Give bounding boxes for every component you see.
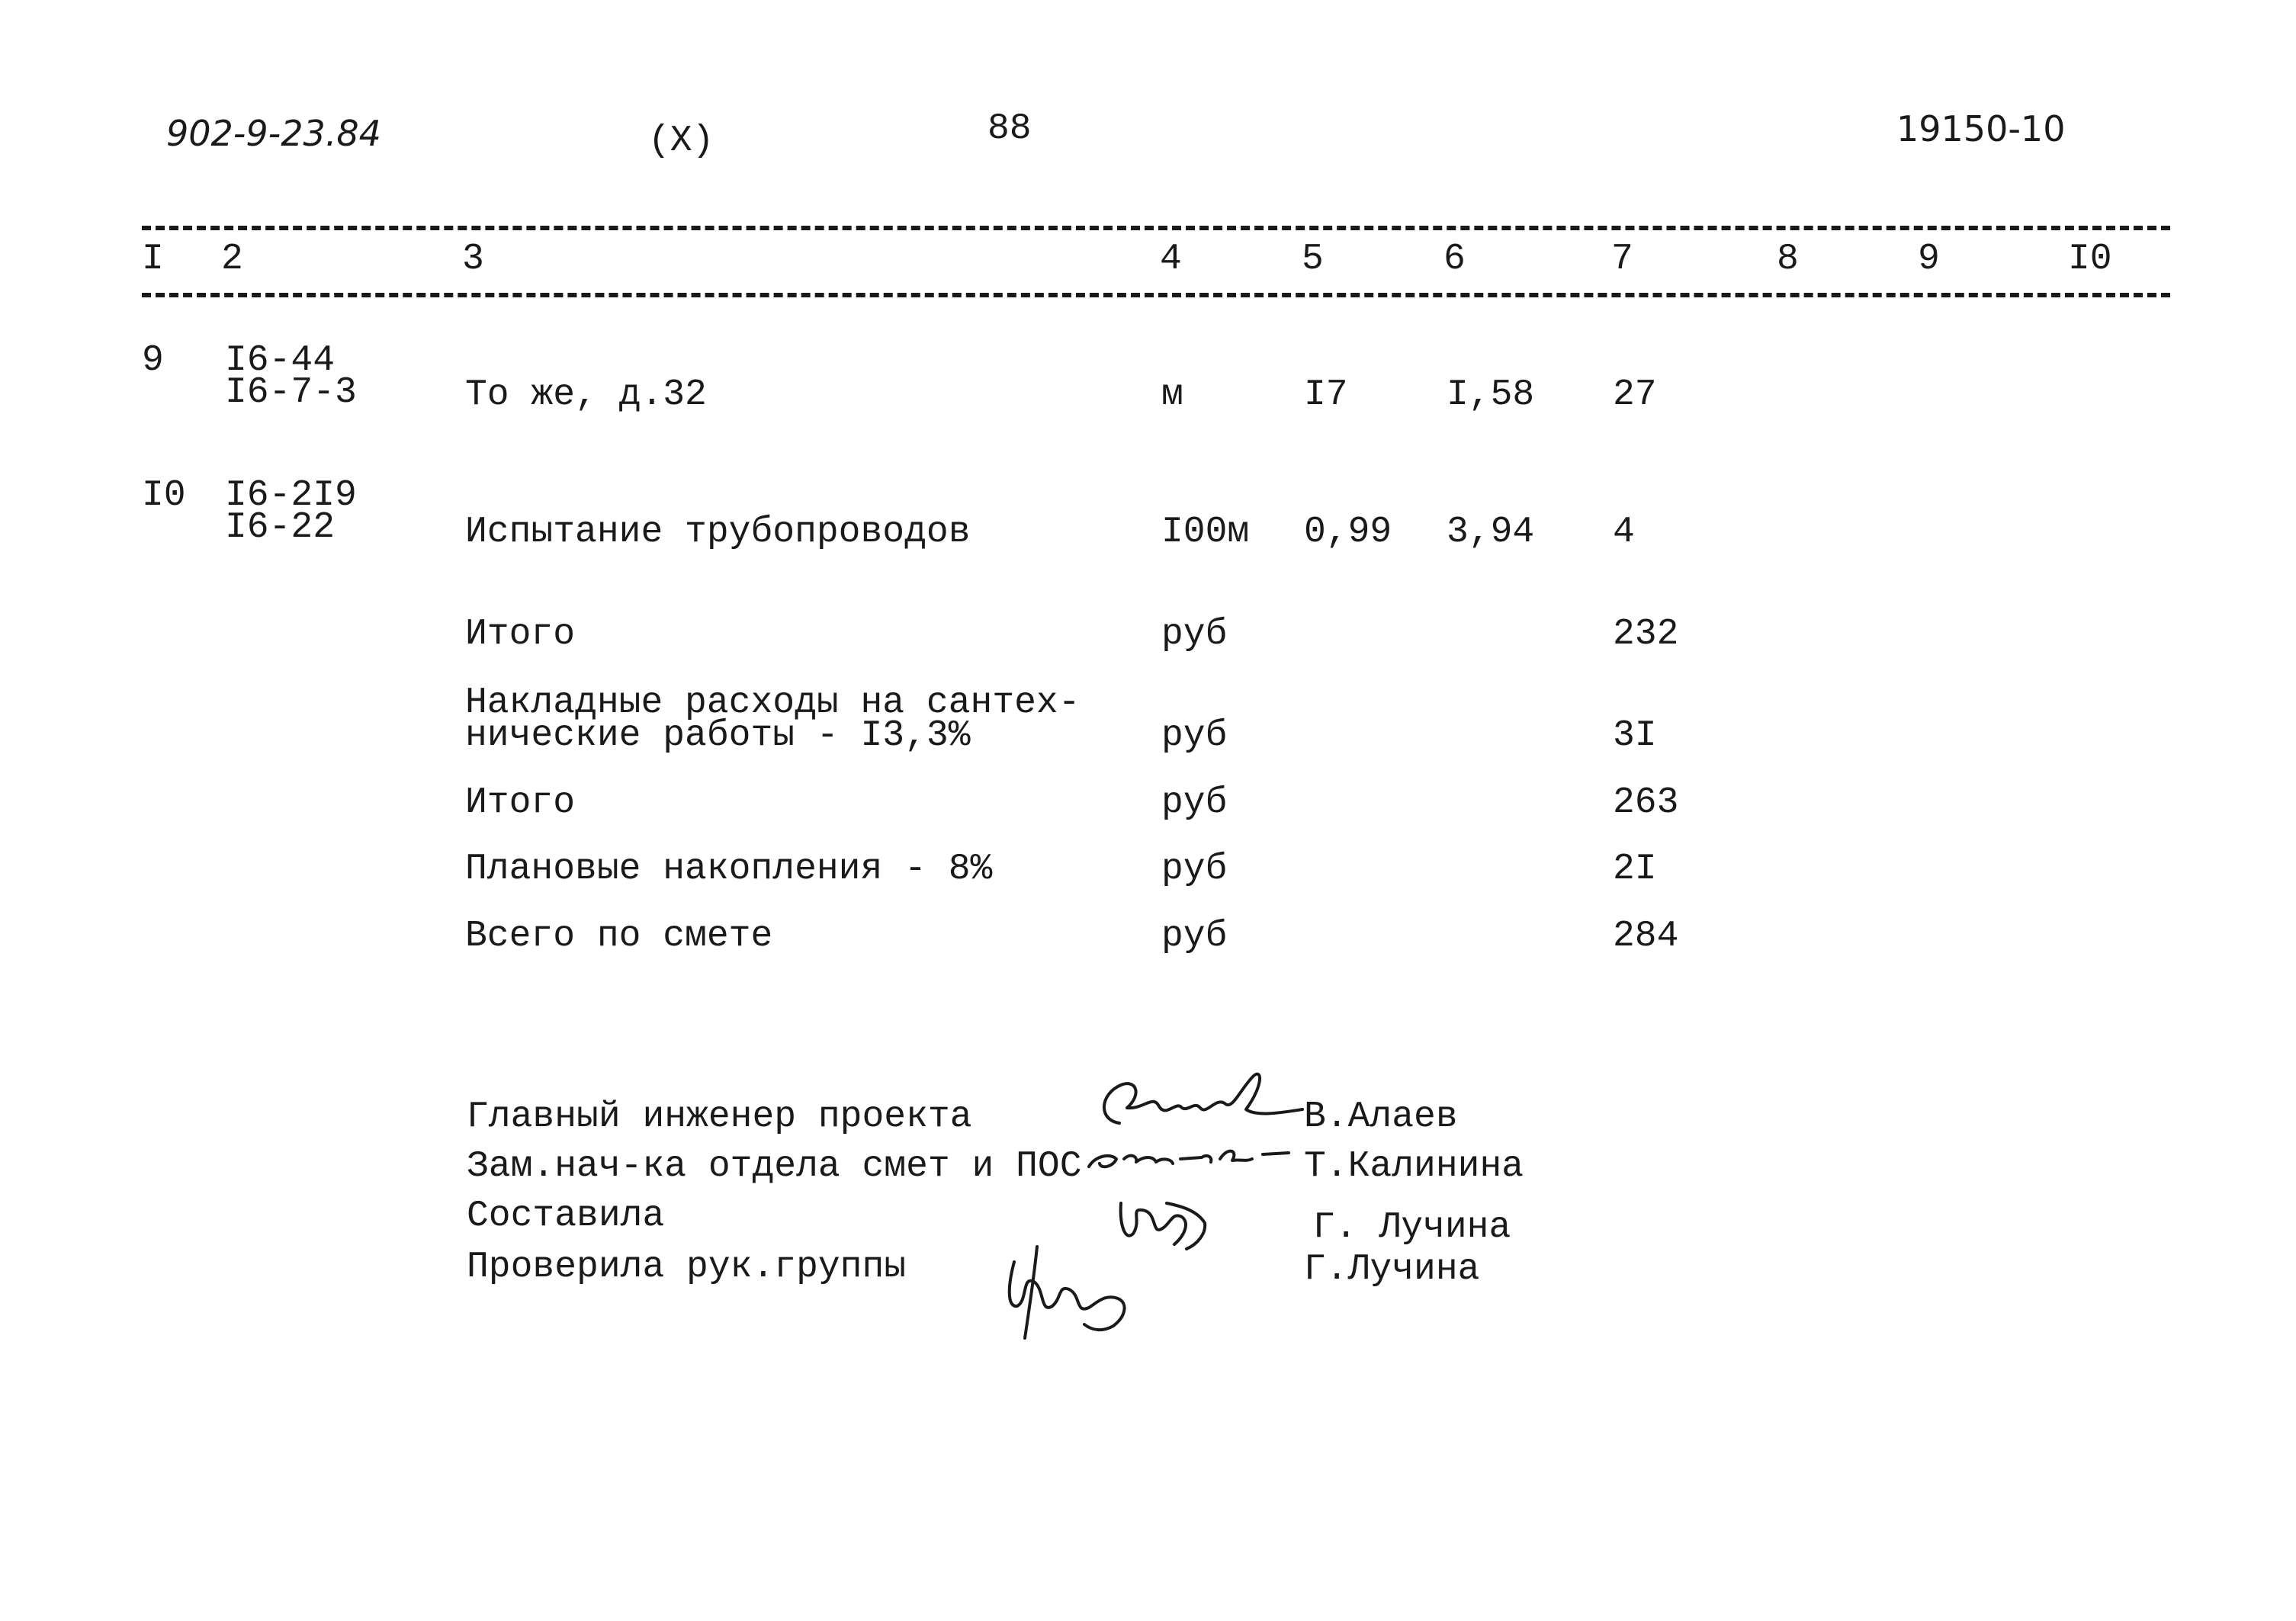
summary-name: Итого: [465, 782, 576, 823]
row-number: I0: [142, 475, 186, 516]
row-code-line-2: I6-22: [225, 507, 336, 548]
page-number: 88: [987, 108, 1032, 149]
summary-total: 2I: [1613, 849, 1657, 890]
column-number-3: 3: [462, 239, 484, 280]
row-code-line-2: I6-7-3: [225, 372, 357, 413]
summary-total: 3I: [1613, 715, 1657, 756]
chief-engineer-signature: [1083, 1064, 1312, 1148]
signature-name: Т.Калинина: [1304, 1146, 1524, 1187]
summary-name-line-2: нические работы - I3,3%: [465, 715, 971, 756]
column-number-7: 7: [1611, 239, 1633, 280]
summary-unit: руб: [1161, 849, 1228, 890]
column-number-6: 6: [1443, 239, 1466, 280]
column-number-2: 2: [221, 239, 243, 280]
row-price: 3,94: [1447, 512, 1535, 553]
column-number-10: I0: [2068, 239, 2112, 280]
column-number-5: 5: [1302, 239, 1324, 280]
summary-name: Всего по смете: [465, 916, 773, 957]
summary-unit: руб: [1161, 782, 1228, 823]
row-name: То же, д.32: [465, 374, 707, 416]
deputy-head-signature: [1083, 1136, 1304, 1182]
column-number-1: I: [142, 239, 164, 280]
row-quantity: I7: [1304, 374, 1348, 416]
row-number: 9: [142, 340, 164, 381]
signature-name: Г.Лучина: [1304, 1249, 1480, 1290]
signature-name: Г. Лучина: [1313, 1207, 1511, 1248]
summary-name-line-1: Накладные расходы на сантех-: [465, 682, 1081, 724]
column-number-8: 8: [1777, 239, 1799, 280]
table-header-top-rule: [142, 226, 2170, 230]
summary-name: Плановые накопления - 8%: [465, 849, 993, 890]
signature-role: Проверила рук.группы: [467, 1247, 907, 1288]
column-number-4: 4: [1160, 239, 1182, 280]
signature-role: Зам.нач-ка отдела смет и ПОС: [467, 1146, 1082, 1187]
row-total: 27: [1613, 374, 1657, 416]
table-header-bottom-rule: [142, 293, 2170, 297]
summary-unit: руб: [1161, 715, 1228, 756]
group-leader-signature: [991, 1216, 1174, 1342]
summary-total: 232: [1613, 614, 1679, 655]
summary-total: 263: [1613, 782, 1679, 823]
summary-total: 284: [1613, 916, 1679, 957]
summary-name: Итого: [465, 614, 576, 655]
archive-number: 19150-10: [1896, 108, 2066, 149]
row-code-line-1: I6-2I9: [225, 475, 357, 516]
summary-unit: руб: [1161, 614, 1228, 655]
section-label: (X): [648, 120, 714, 162]
column-number-9: 9: [1918, 239, 1940, 280]
row-total: 4: [1613, 512, 1635, 553]
row-unit: м: [1161, 374, 1183, 416]
signature-name: В.Алаев: [1304, 1096, 1458, 1138]
signature-role: Главный инженер проекта: [467, 1096, 972, 1138]
document-code: 902-9-23.84: [166, 113, 381, 154]
row-code-line-1: I6-44: [225, 340, 336, 381]
summary-unit: руб: [1161, 916, 1228, 957]
signature-role: Составила: [467, 1196, 665, 1237]
row-name: Испытание трубопроводов: [465, 512, 971, 553]
row-quantity: 0,99: [1304, 512, 1392, 553]
row-unit: I00м: [1161, 512, 1250, 553]
row-price: I,58: [1447, 374, 1535, 416]
